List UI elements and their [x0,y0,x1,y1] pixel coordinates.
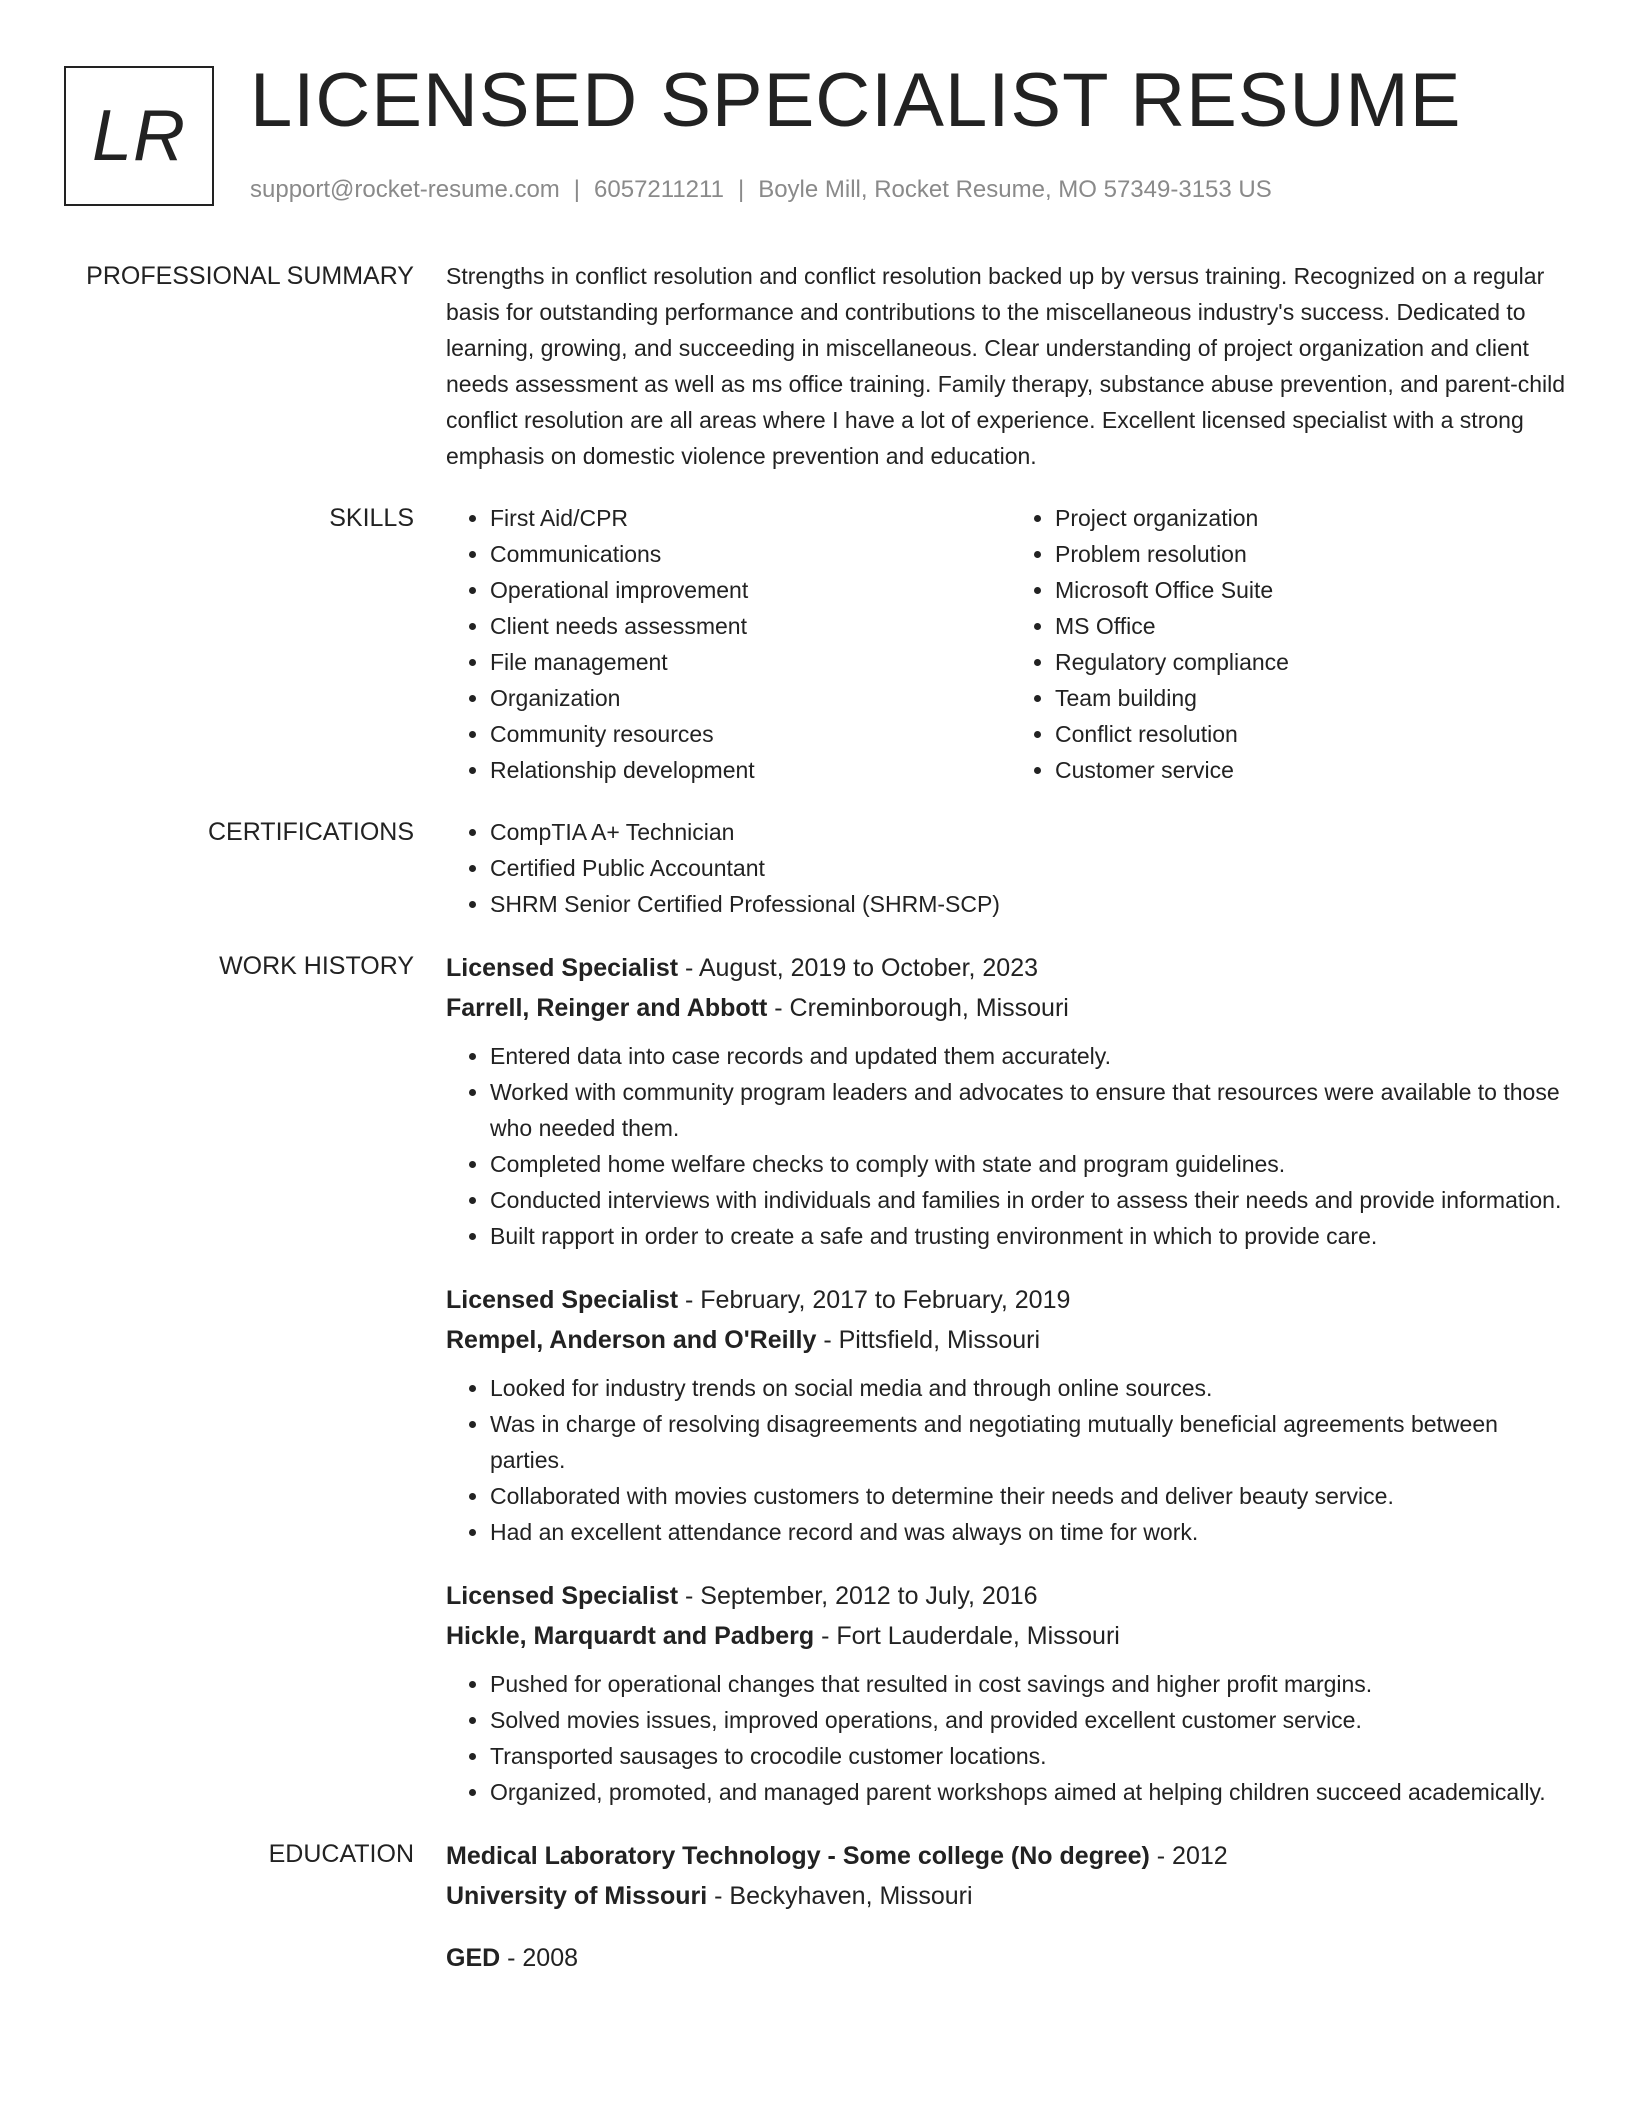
job-title-line [446,948,1576,988]
job-title: Licensed Specialist [446,1582,679,1610]
work-history-label: WORK HISTORY [219,952,414,980]
job-bullet: • Transported sausages to crocodile customer locations. [490,1738,1576,1774]
skill-item: • Team building [1055,680,1576,716]
skill-item: • Project organization [1055,500,1576,536]
contact-phone[interactable]: 6057211211 [594,176,724,203]
job-dates: - September, 2012 to July, 2016 [678,1582,1038,1610]
skill-item: • Microsoft Office Suite [1055,572,1576,608]
job-company: Rempel, Anderson and O'Reilly [446,1326,817,1354]
certification-item: • SHRM Senior Certified Professional (SHRM-SCP) [490,886,1576,922]
job-title: Licensed Specialist [446,954,679,982]
job-company-line [446,988,1576,1028]
job-bullet: • Worked with community program leaders and advocates to ensure that resources were available to those who needed them. [490,1074,1576,1146]
certifications-list [446,814,1576,922]
skills-label: SKILLS [329,504,414,532]
skills-list-left [446,500,1011,788]
skill-item: • Community resources [490,716,1011,752]
resume-content [0,258,1632,2026]
education-entry [446,1938,1576,1978]
education-degree-line [446,1836,1576,1876]
skill-item: • Regulatory compliance [1055,644,1576,680]
skill-item: • First Aid/CPR [490,500,1011,536]
job-entry [446,948,1576,1254]
education-degree: GED [446,1944,501,1972]
job-bullet: • Built rapport in order to create a safe and trusting environment in which to provide care. [490,1218,1576,1254]
contact-line [250,174,1272,206]
skill-item: • Customer service [1055,752,1576,788]
monogram-box [64,66,214,206]
skill-item: • Conflict resolution [1055,716,1576,752]
job-company: Farrell, Reinger and Abbott [446,994,768,1022]
job-bullet: • Looked for industry trends on social media and through online sources. [490,1370,1576,1406]
job-bullet: • Entered data into case records and updated them accurately. [490,1038,1576,1074]
job-location: - Creminborough, Missouri [767,994,1069,1022]
skill-item: • MS Office [1055,608,1576,644]
job-company-line [446,1320,1576,1360]
job-dates: - February, 2017 to February, 2019 [678,1286,1071,1314]
job-title: Licensed Specialist [446,1286,679,1314]
job-bullet: • Organized, promoted, and managed parent workshops aimed at helping children succeed academically. [490,1774,1576,1810]
skill-item: • Communications [490,536,1011,572]
summary-text: Strengths in conflict resolution and conflict resolution backed up by versus training. Recognized on a regular basis for outstanding performance and contributions to the miscellaneous industry's success. Dedicated to learning, growing, and succeeding in miscellaneous. Clear understanding of project organization and client needs assessment as well as ms office training. Family therapy, substance abuse prevention, and parent-child conflict resolution are all areas where I have a lot of experience. Excellent licensed specialist with a strong emphasis on domestic violence prevention and education. [446,263,1566,469]
summary-label: PROFESSIONAL SUMMARY [86,262,414,290]
skill-item: • Client needs assessment [490,608,1011,644]
education-school-line [446,1876,1576,1916]
job-bullet: • Completed home welfare checks to comply with state and program guidelines. [490,1146,1576,1182]
certification-item: • Certified Public Accountant [490,850,1576,886]
job-location: - Pittsfield, Missouri [816,1326,1041,1354]
job-company-line [446,1616,1576,1656]
resume-title: LICENSED SPECIALIST RESUME [250,58,1462,143]
job-company: Hickle, Marquardt and Padberg [446,1622,815,1650]
certification-item: • CompTIA A+ Technician [490,814,1576,850]
skills-section [0,500,1632,788]
job-title-line [446,1576,1576,1616]
work-history-section [0,948,1632,1810]
job-bullet: • Collaborated with movies customers to determine their needs and deliver beauty service. [490,1478,1576,1514]
skills-list-right [1011,500,1576,788]
education-school: University of Missouri [446,1882,708,1910]
job-bullets [446,1666,1576,1810]
education-degree-line [446,1938,1576,1978]
job-bullets [446,1370,1576,1550]
certifications-label: CERTIFICATIONS [207,818,414,846]
skill-item: • Problem resolution [1055,536,1576,572]
summary-section [0,258,1632,474]
job-bullet: • Conducted interviews with individuals and families in order to assess their needs and provide information. [490,1182,1576,1218]
education-degree: Medical Laboratory Technology - Some college (No degree) [446,1842,1150,1870]
contact-address: Boyle Mill, Rocket Resume, MO 57349-3153 US [758,176,1272,203]
monogram-initials: LR [91,96,187,176]
contact-separator: | [737,176,745,203]
job-bullet: • Had an excellent attendance record and was always on time for work. [490,1514,1576,1550]
skill-item: • Organization [490,680,1011,716]
contact-email[interactable]: support@rocket-resume.com [250,176,560,203]
education-entry [446,1836,1576,1916]
education-year: - 2008 [500,1944,579,1972]
education-label: EDUCATION [268,1840,414,1868]
education-section [0,1836,1632,2000]
certifications-section [0,814,1632,922]
education-year: - 2012 [1149,1842,1228,1870]
education-location: - Beckyhaven, Missouri [707,1882,973,1910]
job-location: - Fort Lauderdale, Missouri [814,1622,1120,1650]
job-bullet: • Pushed for operational changes that resulted in cost savings and higher profit margins. [490,1666,1576,1702]
skill-item: • Operational improvement [490,572,1011,608]
contact-separator: | [573,176,581,203]
job-title-line [446,1280,1576,1320]
skill-item: • File management [490,644,1011,680]
job-bullets [446,1038,1576,1254]
job-bullet: • Was in charge of resolving disagreements and negotiating mutually beneficial agreements between parties. [490,1406,1576,1478]
job-dates: - August, 2019 to October, 2023 [678,954,1039,982]
job-bullet: • Solved movies issues, improved operations, and provided excellent customer service. [490,1702,1576,1738]
job-entry [446,1576,1576,1810]
job-entry [446,1280,1576,1550]
skill-item: • Relationship development [490,752,1011,788]
